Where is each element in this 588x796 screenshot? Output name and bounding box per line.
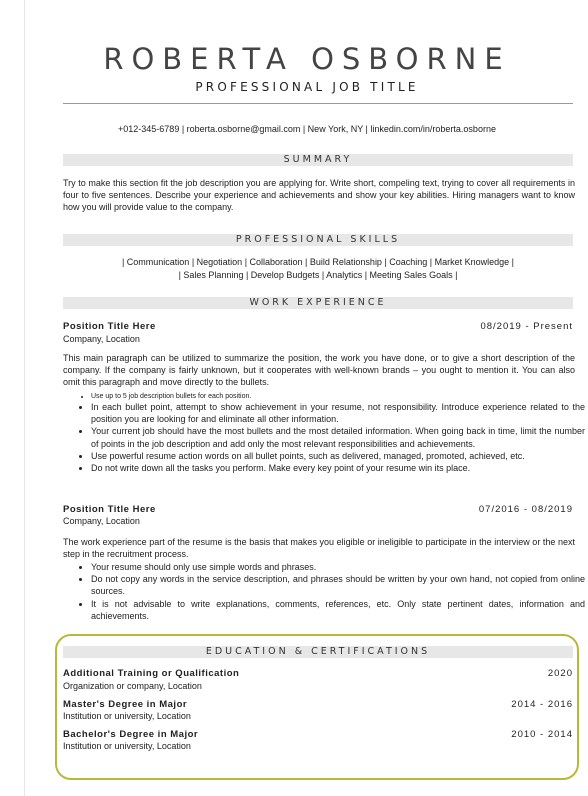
education-heading: EDUCATION & CERTIFICATIONS [63,646,573,658]
list-item: • Do not copy any words in the service description, and phrases should be written by your own hand, not copied from online sources. [91,573,585,597]
education-1-title: Additional Training or Qualification [63,668,240,679]
skills-line-1: | Communication | Negotiation | Collaboration | Build Relationship | Coaching | Market Knowledge | [121,257,515,267]
education-3-date: 2010 - 2014 [511,729,573,740]
education-2-date: 2014 - 2016 [511,699,573,710]
list-item: • Use up to 5 job description bullets for each position. [91,392,585,401]
job-1-bullets [81,392,585,474]
job-2-paragraph: The work experience part of the resume is the basis that makes you eligible or ineligible to participate in the interview or the next step in the recruitment process. [63,537,575,560]
list-item: • Do not write down all the tasks you perform. Make every key point of your resume win its place. [91,462,585,474]
job-2-company: Company, Location [63,516,140,526]
header-divider [63,103,573,104]
education-2-title: Master's Degree in Major [63,699,188,710]
education-1-org: Organization or company, Location [63,681,202,691]
summary-heading: SUMMARY [63,154,573,166]
list-item: • Use powerful resume action words on all bullet points, such as delivered, managed, promoted, achieved, etc. [91,450,585,462]
list-item: • Your resume should only use simple words and phrases. [91,561,585,573]
candidate-name: ROBERTA OSBORNE [103,42,511,76]
job-title: PROFESSIONAL JOB TITLE [195,80,419,94]
work-heading: WORK EXPERIENCE [63,297,573,309]
education-2-org: Institution or university, Location [63,711,191,721]
summary-text: Try to make this section fit the job description you are applying for. Write short, compeling text, trying to cover all requirements in four to five sentences. Describe your experience and achievements and show your key abilities. Hiring managers want to know how you will provide value to the company. [63,178,575,213]
education-3-org: Institution or university, Location [63,741,191,751]
job-1-company: Company, Location [63,334,140,344]
job-1-date: 08/2019 - Present [480,321,573,332]
list-item: • In each bullet point, attempt to show achievement in your resume, not responsibility. Introduce experience related to the position you are looking for and eliminate all other information. [91,401,585,425]
job-2-bullets [81,561,585,622]
education-1-date: 2020 [547,668,573,679]
contact-line: +012-345-6789 | roberta.osborne@gmail.com | New York, NY | linkedin.com/in/roberta.osborne [118,124,496,134]
skills-heading: PROFESSIONAL SKILLS [63,234,573,246]
job-1-paragraph: This main paragraph can be utilized to summarize the position, the work you have done, or to give a short description of the company. If the company is fairly unknown, but it cooperates with well-known brands – you ought to mention it. You can also omit this paragraph and move directly to the bullets. [63,353,575,388]
resume-page [24,0,588,796]
job-2-title: Position Title Here [63,504,156,515]
education-highlight-frame [55,634,579,780]
job-1-title: Position Title Here [63,321,156,332]
skills-list [63,256,573,282]
list-item: • It is not advisable to write explanations, comments, references, etc. Only state pertinent dates, information and achievements. [91,598,585,622]
skills-line-2: | Sales Planning | Develop Budgets | Analytics | Meeting Sales Goals | [178,270,458,280]
job-2-date: 07/2016 - 08/2019 [478,504,573,515]
list-item: • Your current job should have the most bullets and the most detailed information. When going back in time, limit the number of points in the job description and add only the most relevant responsibilities and achievements. [91,425,585,449]
education-3-title: Bachelor's Degree in Major [63,729,199,740]
